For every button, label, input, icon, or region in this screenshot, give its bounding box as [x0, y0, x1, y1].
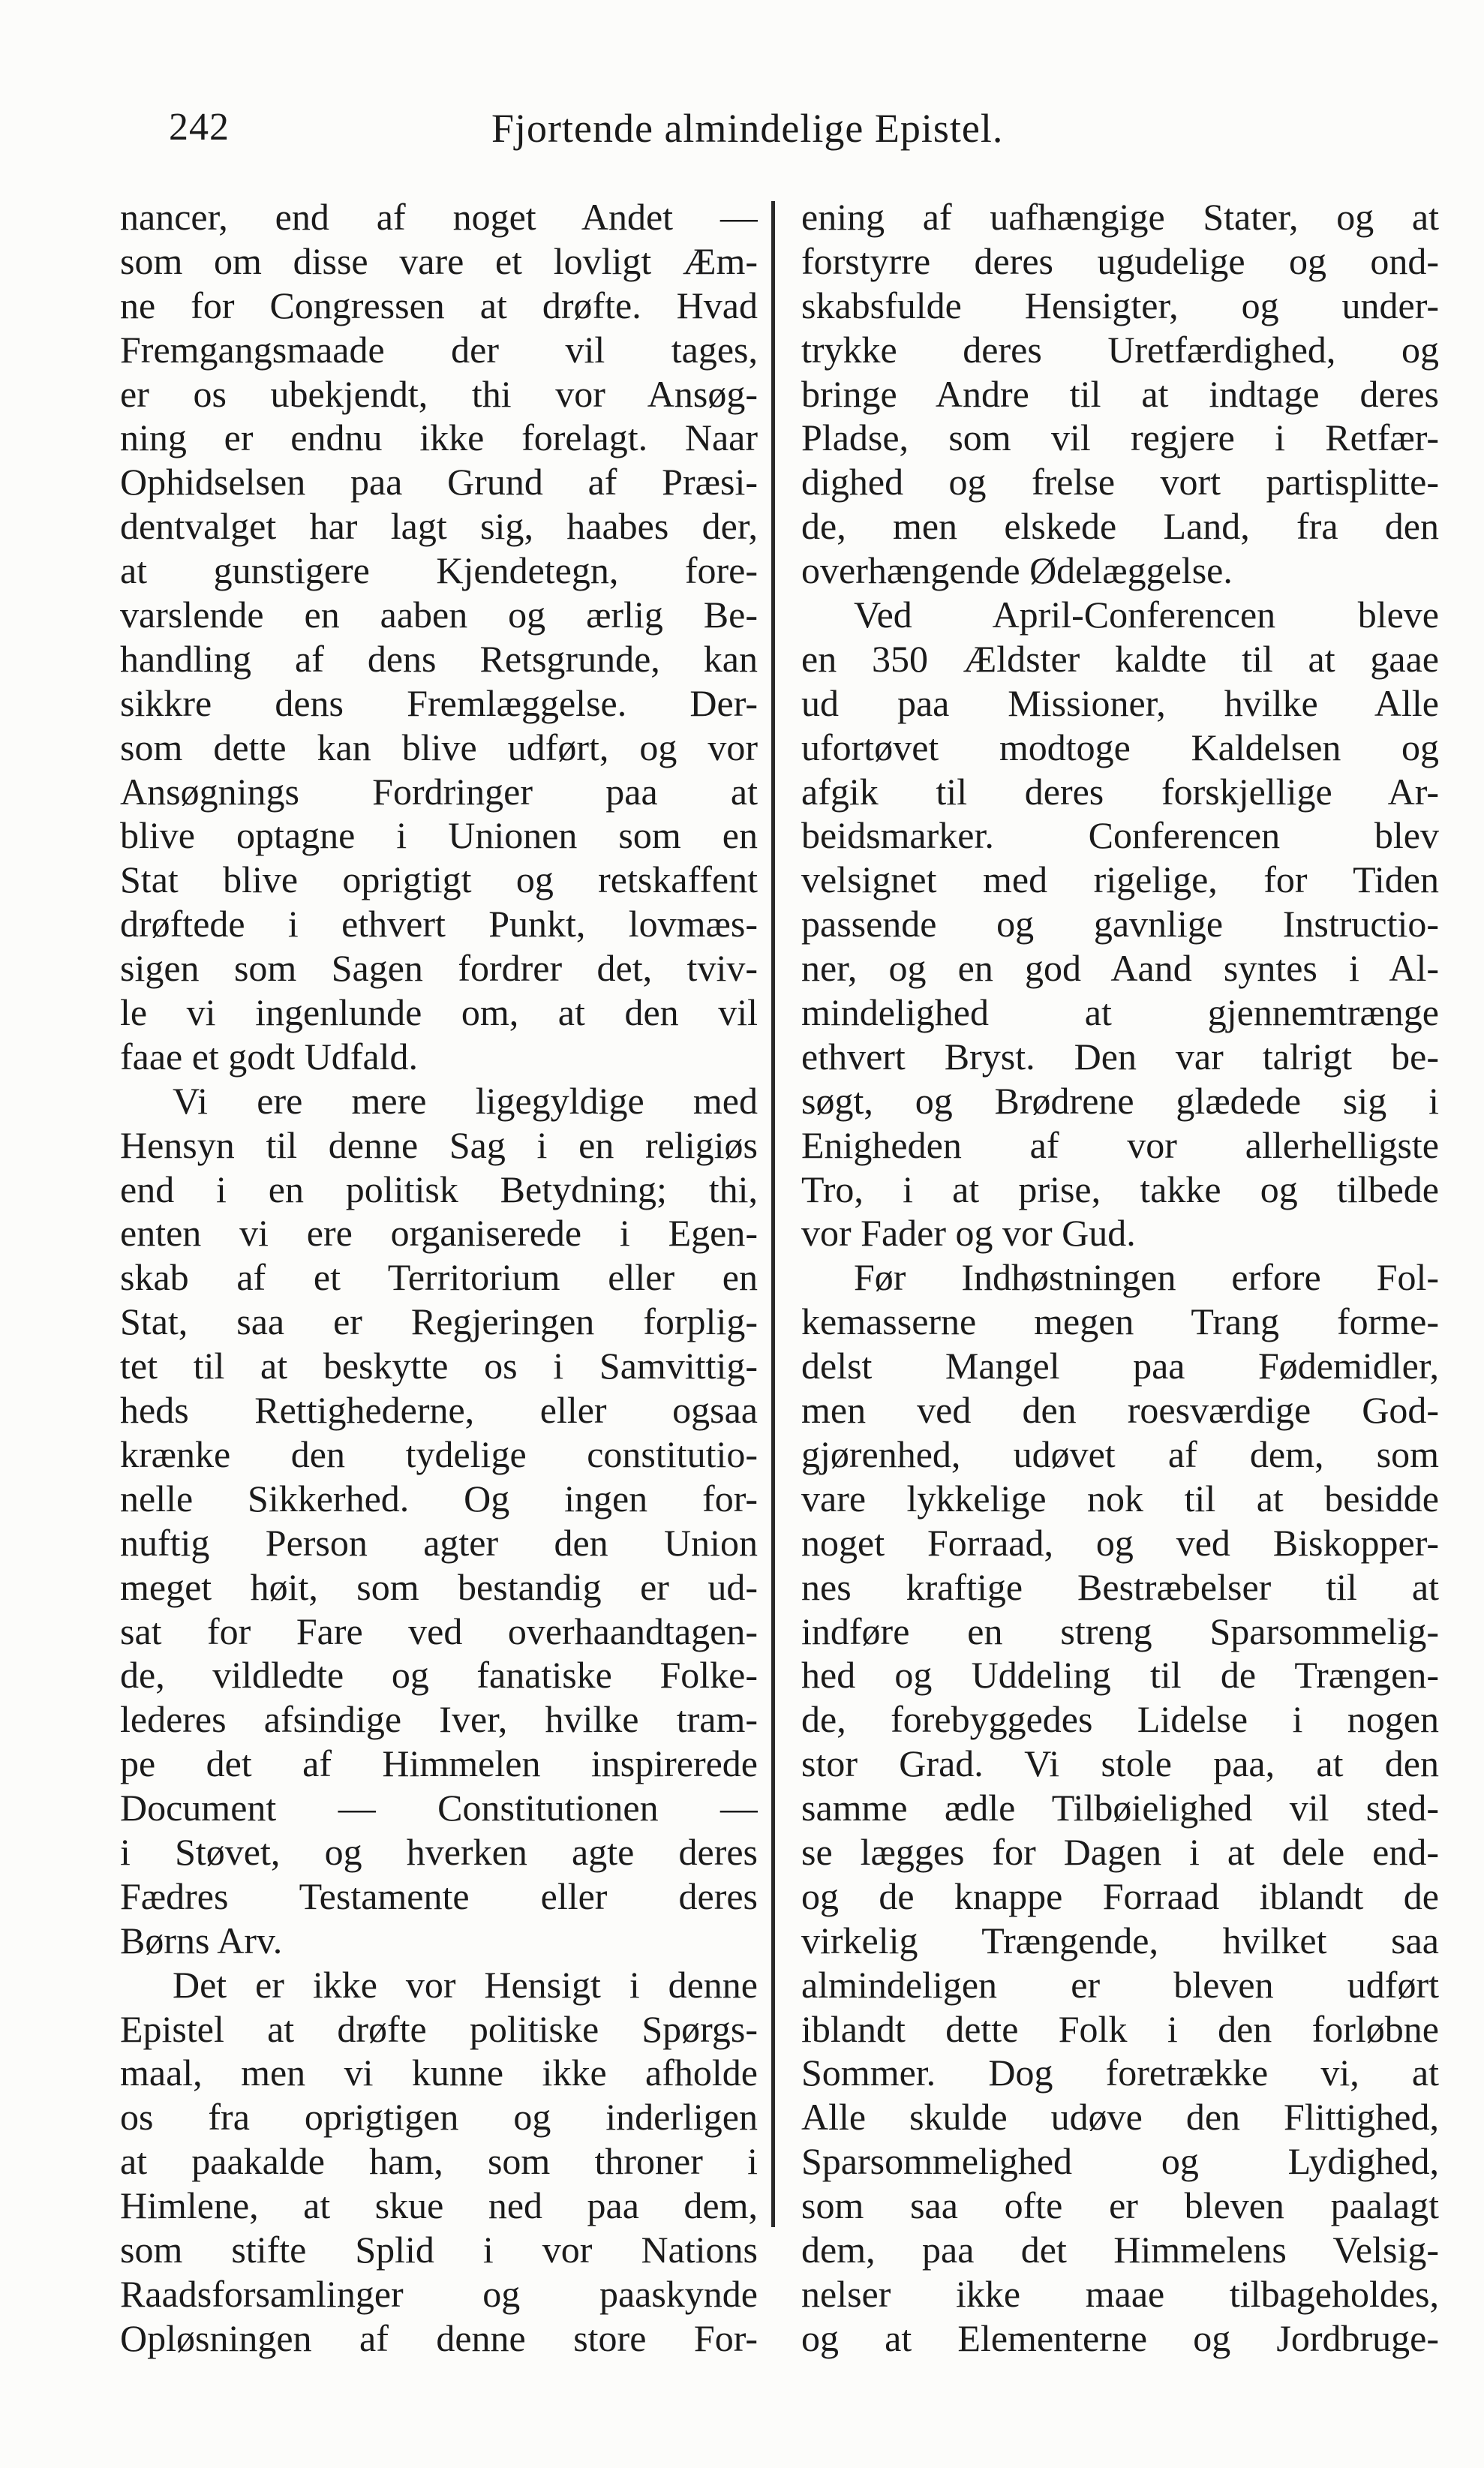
text-line: Sparsommelighed og Lydighed,: [801, 2140, 1439, 2183]
text-line: skabsfulde Hensigter, og under-: [801, 284, 1439, 326]
text-line: sat for Fare ved overhaandtagen-: [120, 1610, 758, 1652]
text-line: Ophidselsen paa Grund af Præsi-: [120, 461, 758, 504]
text-line: som stifte Splid i vor Nations: [120, 2228, 758, 2271]
text-line: nes kraftige Bestræbelser til at: [801, 1565, 1439, 1608]
text-line: ethvert Bryst. Den var talrigt be-: [801, 1035, 1439, 1078]
text-line: de, forebyggedes Lidelse i nogen: [801, 1698, 1439, 1741]
text-line: faae et godt Udfald.: [120, 1035, 419, 1078]
text-line: le vi ingenlunde om, at den vil: [120, 991, 758, 1034]
text-line: skab af et Territorium eller en: [120, 1256, 758, 1299]
text-line: almindeligen er bleven udført: [801, 1963, 1439, 2006]
text-line: som om disse vare et lovligt Æm-: [120, 239, 758, 282]
text-line: dem, paa det Himmelens Velsig-: [801, 2228, 1439, 2271]
text-line: ne for Congressen at drøfte. Hvad: [120, 284, 758, 326]
text-line: stor Grad. Vi stole paa, at den: [801, 1742, 1439, 1785]
text-line: lederes afsindige Iver, hvilke tram-: [120, 1698, 758, 1741]
text-line: Alle skulde udøve den Flittighed,: [801, 2096, 1439, 2139]
text-line: sigen som Sagen fordrer det, tviv-: [120, 947, 758, 990]
text-line: meget høit, som bestandig er ud-: [120, 1565, 758, 1608]
text-line: Fremgangsmaade der vil tages,: [120, 328, 758, 371]
text-line: kemasserne megen Trang forme-: [801, 1300, 1439, 1343]
text-line: Det er ikke vor Hensigt i denne: [173, 1963, 758, 2006]
text-line: Ved April-Conferencen bleve: [854, 594, 1439, 636]
left-column: [120, 195, 758, 2361]
text-line: end i en politisk Betydning; thi,: [120, 1168, 758, 1210]
text-line: og de knappe Forraad iblandt de: [801, 1874, 1439, 1917]
text-line: som saa ofte er bleven paalagt: [801, 2184, 1439, 2227]
text-line: tet til at beskytte os i Samvittig-: [120, 1345, 758, 1387]
text-line: Fædres Testamente eller deres: [120, 1874, 758, 1917]
text-line: krænke den tydelige constitutio-: [120, 1432, 758, 1475]
text-line: de, vildledte og fanatiske Folke-: [120, 1654, 758, 1697]
text-line: nuftig Person agter den Union: [120, 1521, 758, 1564]
text-line: heds Rettighederne, eller ogsaa: [120, 1389, 758, 1432]
text-line: varslende en aaben og ærlig Be-: [120, 594, 758, 636]
text-line: nancer, end af noget Andet —: [120, 196, 758, 238]
text-line: trykke deres Uretfærdighed, og: [801, 328, 1439, 371]
text-line: Vi ere mere ligegyldige med: [173, 1079, 758, 1122]
text-line: overhængende Ødelæggelse.: [801, 549, 1233, 592]
text-line: ner, og en god Aand syntes i Al-: [801, 947, 1439, 990]
text-line: samme ædle Tilbøielighed vil sted-: [801, 1787, 1439, 1829]
text-line: ning er endnu ikke forelagt. Naar: [120, 416, 758, 459]
text-line: dentvalget har lagt sig, haabes der,: [120, 505, 758, 548]
text-line: handling af dens Retsgrunde, kan: [120, 637, 758, 680]
text-line: at paakalde ham, som throner i: [120, 2140, 758, 2183]
text-line: Stat, saa er Regjeringen forplig-: [120, 1300, 758, 1343]
text-line: Sommer. Dog foretrække vi, at: [801, 2052, 1439, 2094]
text-line: bringe Andre til at indtage deres: [801, 372, 1439, 415]
text-line: som dette kan blive udført, og vor: [120, 726, 758, 768]
text-line: passende og gavnlige Instructio-: [801, 903, 1439, 945]
text-line: pe det af Himmelen inspirerede: [120, 1742, 758, 1785]
text-line: vor Fader og vor Gud.: [801, 1212, 1136, 1255]
text-line: gjørenhed, udøvet af dem, som: [801, 1432, 1439, 1475]
right-column: [801, 195, 1439, 2361]
text-line: Opløsningen af denne store For-: [120, 2316, 758, 2359]
text-line: beidsmarker. Conferencen blev: [801, 814, 1439, 857]
text-line: Hensyn til denne Sag i en religiøs: [120, 1123, 758, 1166]
text-line: afgik til deres forskjellige Ar-: [801, 770, 1439, 813]
text-line: Børns Arv.: [120, 1919, 283, 1961]
text-line: ening af uafhængige Stater, og at: [801, 196, 1439, 238]
column-divider: [771, 201, 775, 2227]
text-line: hed og Uddeling til de Trængen-: [801, 1654, 1439, 1697]
text-line: i Støvet, og hverken agte deres: [120, 1830, 758, 1873]
text-line: Før Indhøstningen erfore Fol-: [854, 1256, 1439, 1299]
text-line: Ansøgnings Fordringer paa at: [120, 770, 758, 813]
text-line: ufortøvet modtoge Kaldelsen og: [801, 726, 1439, 768]
text-line: enten vi ere organiserede i Egen-: [120, 1212, 758, 1255]
text-line: os fra oprigtigen og inderligen: [120, 2096, 758, 2139]
text-line: Pladse, som vil regjere i Retfær-: [801, 416, 1439, 459]
text-line: Tro, i at prise, takke og tilbede: [801, 1168, 1439, 1210]
text-line: virkelig Trængende, hvilket saa: [801, 1919, 1439, 1961]
text-line: indføre en streng Sparsommelig-: [801, 1610, 1439, 1652]
text-line: Document — Constitutionen —: [120, 1787, 758, 1829]
text-line: dighed og frelse vort partisplitte-: [801, 461, 1439, 504]
running-title: Fjortende almindelige Epistel.: [491, 106, 1004, 151]
text-line: en 350 Ældster kaldte til at gaae: [801, 637, 1439, 680]
page-header: [169, 105, 1384, 165]
text-line: sikkre dens Fremlæggelse. Der-: [120, 681, 758, 724]
text-line: se lægges for Dagen i at dele end-: [801, 1830, 1439, 1873]
text-line: Stat blive oprigtigt og retskaffent: [120, 858, 758, 901]
text-line: drøftede i ethvert Punkt, lovmæs-: [120, 903, 758, 945]
text-line: velsignet med rigelige, for Tiden: [801, 858, 1439, 901]
text-line: blive optagne i Unionen som en: [120, 814, 758, 857]
text-line: noget Forraad, og ved Biskopper-: [801, 1521, 1439, 1564]
text-line: vare lykkelige nok til at besidde: [801, 1477, 1439, 1520]
text-line: Epistel at drøfte politiske Spørgs-: [120, 2007, 758, 2050]
text-line: men ved den roesværdige God-: [801, 1389, 1439, 1432]
text-line: at gunstigere Kjendetegn, fore-: [120, 549, 758, 592]
text-line: nelle Sikkerhed. Og ingen for-: [120, 1477, 758, 1520]
text-line: delst Mangel paa Fødemidler,: [801, 1345, 1439, 1387]
text-line: mindelighed at gjennemtrænge: [801, 991, 1439, 1034]
text-line: Raadsforsamlinger og paaskynde: [120, 2272, 758, 2315]
text-line: forstyrre deres ugudelige og ond-: [801, 239, 1439, 282]
text-line: er os ubekjendt, thi vor Ansøg-: [120, 372, 758, 415]
text-line: de, men elskede Land, fra den: [801, 505, 1439, 548]
text-line: og at Elementerne og Jordbruge-: [801, 2316, 1439, 2359]
text-line: Enigheden af vor allerhelligste: [801, 1123, 1439, 1166]
page-number: 242: [169, 106, 230, 149]
text-line: Himlene, at skue ned paa dem,: [120, 2184, 758, 2227]
text-line: nelser ikke maae tilbageholdes,: [801, 2272, 1439, 2315]
text-line: maal, men vi kunne ikke afholde: [120, 2052, 758, 2094]
text-line: iblandt dette Folk i den forløbne: [801, 2007, 1439, 2050]
text-line: ud paa Missioner, hvilke Alle: [801, 681, 1439, 724]
text-line: søgt, og Brødrene glædede sig i: [801, 1079, 1439, 1122]
